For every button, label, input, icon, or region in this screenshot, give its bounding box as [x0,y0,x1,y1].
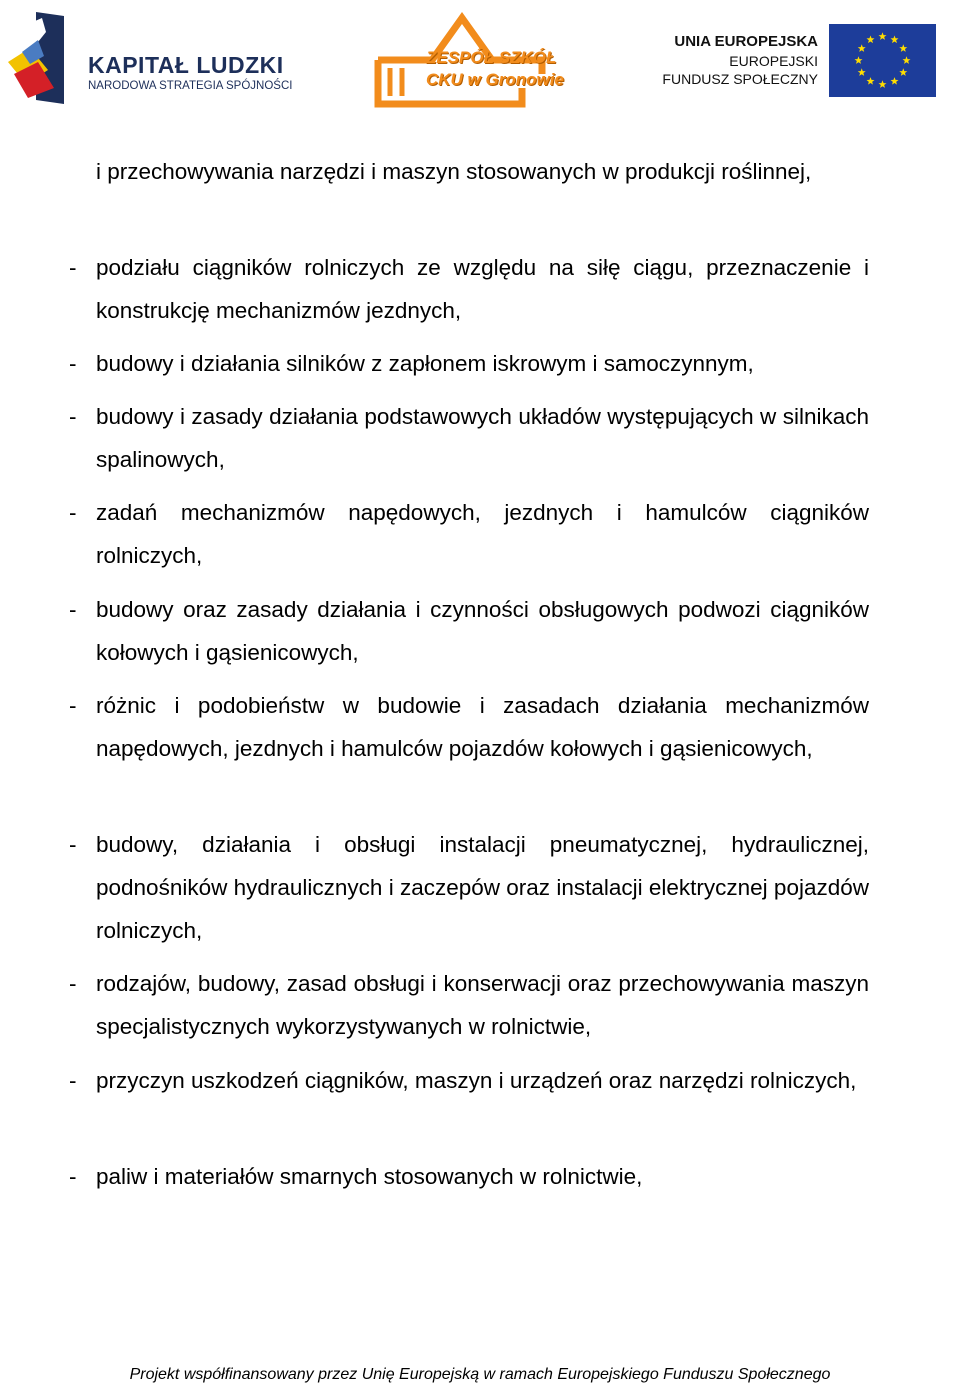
list-item-text: różnic i podobieństw w budowie i zasadach działania mechanizmów napędowych, jezdnych i hamulców pojazdów kołowych i gąsienicowych, [96,693,869,761]
school-logo [372,12,572,112]
list-dash: - [69,597,77,622]
list-dash: - [69,404,77,429]
list-dash: - [69,500,77,525]
kapital-ludzki-title: KAPITAŁ LUDZKI [88,52,284,78]
eu-fund-line1: EUROPEJSKI [729,53,818,69]
list-dash: - [69,255,77,280]
school-name-line2: CKU w Gronowie [426,70,564,89]
kapital-ludzki-emblem-icon [8,12,78,107]
page-footer: Projekt współfinansowany przez Unię Europejską w ramach Europejskiego Funduszu Społecznego [129,1366,831,1383]
list-item-text: budowy, działania i obsługi instalacji pneumatycznej, hydraulicznej, podnośników hydraulicznych i zaczepów oraz instalacji elektrycznej pojazdów rolniczych, [96,832,869,943]
page-header [0,0,960,120]
list-item-text: paliw i materiałów smarnych stosowanych w rolnictwie, [96,1164,643,1189]
list-item-text: podziału ciągników rolniczych ze względu na siłę ciągu, przeznaczenie i konstrukcję mechanizmów jezdnych, [96,255,869,323]
continuation-paragraph: i przechowywania narzędzi i maszyn stosowanych w produkcji roślinnej, [96,159,812,184]
list-dash: - [69,693,77,718]
eu-logo [660,20,950,100]
list-dash: - [69,832,77,857]
list-item-text: zadań mechanizmów napędowych, jezdnych i hamulców ciągników rolniczych, [96,500,869,568]
kapital-ludzki-subtitle: NARODOWA STRATEGIA SPÓJNOŚCI [88,80,293,92]
list-dash: - [69,351,77,376]
list-dash: - [69,971,77,996]
school-name-line1: ZESPÓŁ SZKÓŁ [426,48,557,67]
list-item-text: budowy i zasady działania podstawowych układów występujących w silnikach spalinowych, [96,404,869,472]
eu-name: UNIA EUROPEJSKA [674,33,818,50]
list-item-text: budowy oraz zasady działania i czynności obsługowych podwozi ciągników kołowych i gąsienicowych, [96,597,869,665]
list-dash: - [69,1068,77,1093]
list-item-text: budowy i działania silników z zapłonem iskrowym i samoczynnym, [96,351,754,376]
list-dash: - [69,1164,77,1189]
list-item-text: rodzajów, budowy, zasad obsługi i konserwacji oraz przechowywania maszyn specjalistycznych wykorzystywanych w rolnictwie, [96,971,869,1039]
eu-text [662,32,818,88]
eu-fund-line2: FUNDUSZ SPOŁECZNY [662,71,818,87]
list-item-text: przyczyn uszkodzeń ciągników, maszyn i urządzeń oraz narzędzi rolniczych, [96,1068,857,1093]
eu-flag-icon [829,24,936,97]
kapital-ludzki-logo [8,12,298,107]
